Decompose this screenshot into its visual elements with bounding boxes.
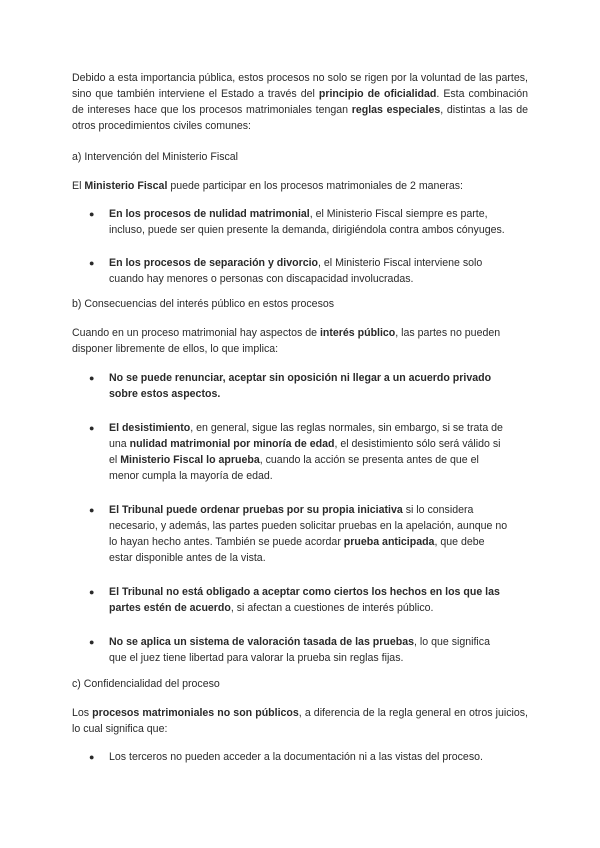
bullet-icon: ● [89, 258, 95, 268]
section-a-lead: El Ministerio Fiscal puede participar en los procesos matrimoniales de 2 maneras: [72, 180, 463, 192]
bullet-icon: ● [89, 587, 95, 597]
document-body [72, 70, 528, 765]
section-b-lead: Cuando en un proceso matrimonial hay aspectos de interés público, las partes no pueden disponer libremente de ellos, lo que implica: [72, 327, 501, 355]
list-item: ● El Tribunal puede ordenar pruebas por su propia iniciativa si lo considera necesario, y además, las partes pueden solicitar pruebas en la apelación, aunque no lo hayan hecho antes. También se puede acordar prueba anticipada, que debe estar disponible antes de la vista. [89, 504, 508, 564]
bullet-icon: ● [89, 373, 95, 383]
bullet-icon: ● [89, 209, 95, 219]
section-a-list [72, 206, 528, 287]
bullet-icon: ● [89, 423, 95, 433]
section-b-heading: b) Consecuencias del interés público en estos procesos [72, 298, 335, 310]
bullet-icon: ● [89, 505, 95, 515]
list-item: ● Los terceros no pueden acceder a la documentación ni a las vistas del proceso. [89, 751, 483, 763]
bullet-icon: ● [89, 637, 95, 647]
bullet-icon: ● [89, 752, 95, 762]
list-item: ● El Tribunal no está obligado a aceptar como ciertos los hechos en los que las partes estén de acuerdo, si afectan a cuestiones de interés público. [89, 586, 500, 614]
section-c-list [72, 749, 528, 765]
section-a-heading: a) Intervención del Ministerio Fiscal [72, 151, 239, 163]
list-item: ● No se aplica un sistema de valoración tasada de las pruebas, lo que significa que el juez tiene libertad para valorar la prueba sin reglas fijas. [89, 636, 490, 664]
list-item: ● El desistimiento, en general, sigue las reglas normales, sin embargo, si se trata de una nulidad matrimonial por minoría de edad, el desistimiento sólo será válido si el Ministerio Fiscal lo aprueba, cuando la acción se presenta antes de que el menor cumpla la mayoría de edad. [89, 422, 503, 482]
section-c-heading: c) Confidencialidad del proceso [72, 678, 220, 690]
section-c-lead: Los procesos matrimoniales no son públicos, a diferencia de la regla general en otros juicios, lo cual significa que: [72, 707, 528, 735]
intro-paragraph: Debido a esta importancia pública, estos procesos no solo se rigen por la voluntad de las partes, sino que también interviene el Estado a través del principio de oficialidad. Esta combinación de intereses hace que los procesos matrimoniales tengan reglas especiales, distintas a las de otros procedimientos civiles comunes: [72, 72, 528, 132]
list-item: ● En los procesos de nulidad matrimonial, el Ministerio Fiscal siempre es parte, incluso, puede ser quien presente la demanda, dirigiéndola contra ambos cónyuges. [89, 208, 505, 236]
list-item: ● En los procesos de separación y divorcio, el Ministerio Fiscal interviene solo cuando hay menores o personas con discapacidad involucradas. [89, 257, 483, 285]
section-b-list [72, 370, 528, 666]
list-item: ● No se puede renunciar, aceptar sin oposición ni llegar a un acuerdo privado sobre estos aspectos. [89, 372, 492, 400]
